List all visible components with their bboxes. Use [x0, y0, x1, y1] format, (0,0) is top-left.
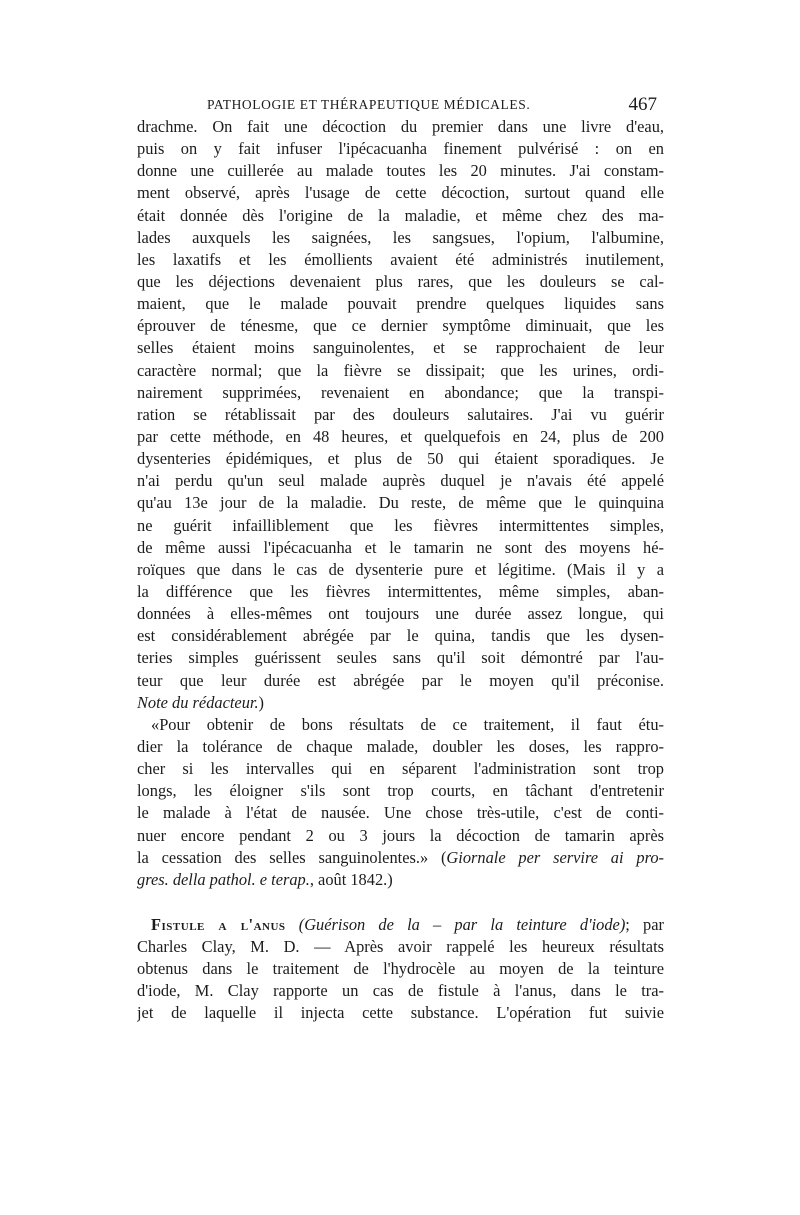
paragraph-fistula-article — [137, 914, 664, 1025]
text-line: nairement supprimées, revenaient en abondance; que la transpi- — [137, 382, 664, 402]
article-heading-rest: ; par — [625, 914, 664, 934]
text-line: drachme. On fait une décoction du premier dans une livre d'eau, — [137, 117, 664, 136]
text-line-citation — [137, 847, 664, 869]
text-line: obtenus dans le traitement de l'hydrocèle au moyen de la teinture — [137, 959, 664, 979]
editor-note: Note du rédacteur. — [137, 692, 259, 712]
citation-date: , août 1842.) — [309, 869, 393, 889]
text-line: qu'au 13e jour de la maladie. Du reste, de même que le quinquina — [137, 493, 664, 513]
text-line: dier la tolérance de chaque malade, doubler les doses, les rappro- — [137, 736, 664, 756]
text-line: dysenteries épidémiques, et plus de 50 qui étaient sporadiques. Je — [137, 449, 664, 469]
text-line: roïques que dans le cas de dysenterie pure et légitime. (Mais il y a — [137, 559, 664, 579]
section-break — [137, 891, 664, 914]
text-line: n'ai perdu qu'un seul malade auprès duquel je n'avais été appelé — [137, 471, 664, 491]
text-line: lades auxquels les saignées, les sangsues, l'opium, l'albumine, — [137, 227, 664, 247]
text-line-citation-end — [137, 869, 664, 891]
text-line: ration se rétablissait par des douleurs salutaires. J'ai vu guérir — [137, 404, 664, 424]
text-line: puis on y fait infuser l'ipécacuanha finement pulvérisé : on en — [137, 139, 664, 159]
paragraph-treatment-description — [137, 116, 664, 714]
editor-note-close: ) — [258, 692, 265, 712]
body-text — [137, 116, 664, 1025]
text-line: longs, les éloigner s'ils sont trop courts, en tâchant d'entretenir — [137, 781, 664, 801]
text-line: d'iode, M. Clay rapporte un cas de fistule à l'anus, dans le tra- — [137, 981, 664, 1001]
citation-lead: la cessation des selles sanguinolentes.» ( — [137, 847, 447, 867]
text-line: ne guérit infailliblement que les fièvres intermittentes simples, — [137, 515, 664, 535]
text-line: donne une cuillerée au malade toutes les 20 minutes. J'ai constam- — [137, 161, 664, 181]
text-line: teur que leur durée est abrégée par le moyen qu'il préconise. — [137, 670, 664, 690]
text-line: les laxatifs et les émollients avaient été administrés inutilement, — [137, 249, 664, 269]
article-subtitle: (Guérison de la – par la teinture d'iode) — [298, 914, 626, 934]
text-line: le malade à l'état de nausée. Une chose très-utile, c'est de conti- — [137, 803, 664, 823]
text-line: cher si les intervalles qui en séparent l'administration sont trop — [137, 759, 664, 779]
journal-title: Giornale per servire ai pro- — [446, 847, 664, 867]
text-line: était donnée dès l'origine de la maladie, et même chez des ma- — [137, 205, 664, 225]
text-line: la différence que les fièvres intermittentes, même simples, aban- — [137, 581, 664, 601]
text-line: éprouver de ténesme, que ce dernier symptôme diminuait, que les — [137, 316, 664, 336]
editor-note-line — [137, 692, 664, 714]
journal-title-cont: gres. della pathol. e terap. — [137, 869, 310, 889]
page-number: 467 — [628, 94, 657, 115]
text-line: données à elles-mêmes ont toujours une durée assez longue, qui — [137, 604, 664, 624]
text-line: maient, que le malade pouvait prendre quelques liquides sans — [137, 294, 664, 314]
text-line: selles étaient moins sanguinolentes, et se rapprochaient de leur — [137, 338, 664, 358]
article-heading: Fistule a l'anus — [151, 914, 286, 934]
text-line: Charles Clay, M. D. — Après avoir rappelé les heureux résultats — [137, 937, 664, 957]
text-line: teries simples guérissent seules sans qu'il soit démontré par l'au- — [137, 648, 664, 668]
text-line: caractère normal; que la fièvre se dissipait; que les urines, ordi- — [137, 360, 664, 380]
text-line: que les déjections devenaient plus rares, que les douleurs se cal- — [137, 271, 664, 291]
text-line: de même aussi l'ipécacuanha et le tamarin ne sont des moyens hé- — [137, 537, 664, 557]
page-header — [207, 94, 657, 118]
text-line: par cette méthode, en 48 heures, et quelquefois en 24, plus de 200 — [137, 426, 664, 446]
text-line: jet de laquelle il injecta cette substance. L'opération fut suivie — [137, 1003, 664, 1023]
text-line: «Pour obtenir de bons résultats de ce traitement, il faut étu- — [151, 714, 664, 734]
text-line: ment observé, après l'usage de cette décoction, surtout quand elle — [137, 183, 664, 203]
text-line: nuer encore pendant 2 ou 3 jours la décoction de tamarin après — [137, 825, 664, 845]
article-heading-line — [137, 914, 664, 936]
paragraph-quoted-advice — [137, 714, 664, 891]
running-head: PATHOLOGIE ET THÉRAPEUTIQUE MÉDICALES. — [207, 97, 531, 112]
text-line: est considérablement abrégée par le quina, tandis que les dysen- — [137, 626, 664, 646]
